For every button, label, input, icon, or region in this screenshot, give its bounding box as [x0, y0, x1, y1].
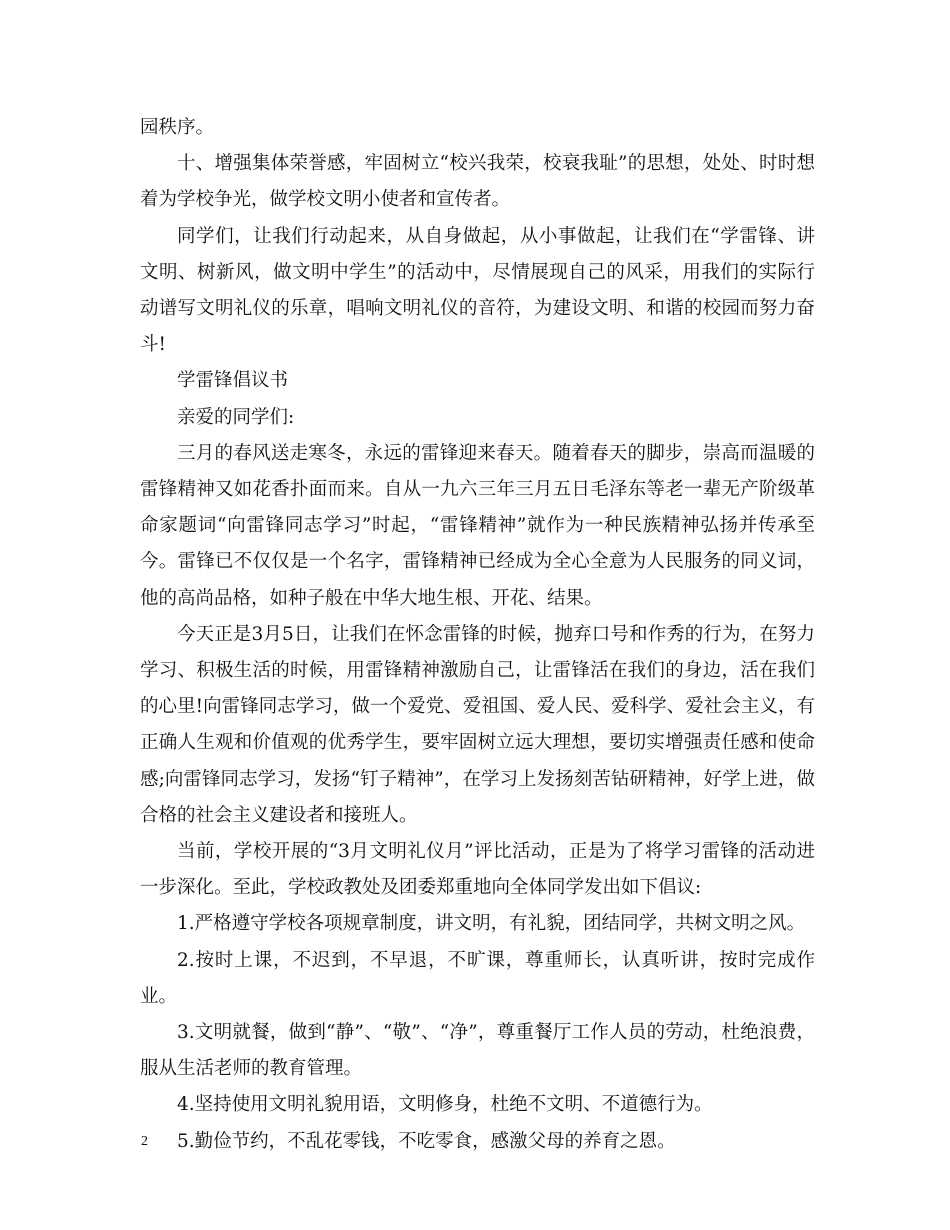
- page-number: 2: [141, 1134, 148, 1149]
- paragraph-item-ten: 十、增强集体荣誉感，牢固树立“校兴我荣，校衰我耻”的思想，处处、时时想着为学校争光，做学校文明小使者和宣传者。: [140, 153, 815, 211]
- paragraph-continuation: 园秩序。: [140, 117, 215, 138]
- proposal-item-2: 2.按时上课，不迟到，不早退，不旷课，尊重师长，认真听讲，按时完成作业。: [140, 949, 815, 1007]
- proposal-item-3: 3.文明就餐，做到“静”、“敬”、“净”，尊重餐厅工作人员的劳动，杜绝浪费，服从生活老师的教育管理。: [140, 1022, 815, 1080]
- section-title: 学雷锋倡议书: [177, 370, 289, 392]
- paragraph-proposal-intro: 当前，学校开展的“3月文明礼仪月”评比活动，正是为了将学习雷锋的活动进一步深化。至此，学校政教处及团委郑重地向全体同学发出如下倡议:: [140, 841, 815, 899]
- paragraph-intro: 三月的春风送走寒冬，永远的雷锋迎来春天。随着春天的脚步，崇高而温暖的雷锋精神又如花香扑面而来。自从一九六三年三月五日毛泽东等老一辈无产阶级革命家题词“向雷锋同志学习”时起，“雷锋精神”就作为一种民族精神弘扬并传承至今。雷锋已不仅仅是一个名字，雷锋精神已经成为全心全意为人民服务的同义词，他的高尚品格，如种子般在中华大地生根、开花、结果。: [140, 442, 815, 609]
- paragraph-call-to-action: 同学们，让我们行动起来，从自身做起，从小事做起，让我们在“学雷锋、讲文明、树新风，做文明中学生”的活动中，尽情展现自己的风采，用我们的实际行动谱写文明礼仪的乐章，唱响文明礼仪的音符，为建设文明、和谐的校园而努力奋斗!: [140, 225, 815, 356]
- proposal-item-5: 5.勤俭节约，不乱花零钱，不吃零食，感激父母的养育之恩。: [177, 1130, 676, 1152]
- proposal-item-1: 1.严格遵守学校各项规章制度，讲文明，有礼貌，团结同学，共树文明之风。: [177, 913, 806, 935]
- paragraph-march-fifth: 今天正是3月5日，让我们在怀念雷锋的时候，抛弃口号和作秀的行为，在努力学习、积极生活的时候，用雷锋精神激励自己，让雷锋活在我们的身边，活在我们的心里!向雷锋同志学习，做一个爱党、爱祖国、爱人民、爱科学、爱社会主义，有正确人生观和价值观的优秀学生，要牢固树立远大理想，要切实增强责任感和使命感;向雷锋同志学习，发扬“钉子精神”，在学习上发扬刻苦钻研精神，好学上进，做合格的社会主义建设者和接班人。: [140, 623, 815, 826]
- proposal-item-4: 4.坚持使用文明礼貌用语，文明修身，杜绝不文明、不道德行为。: [177, 1094, 713, 1116]
- document-body: [140, 110, 815, 1160]
- salutation: 亲爱的同学们:: [177, 406, 295, 428]
